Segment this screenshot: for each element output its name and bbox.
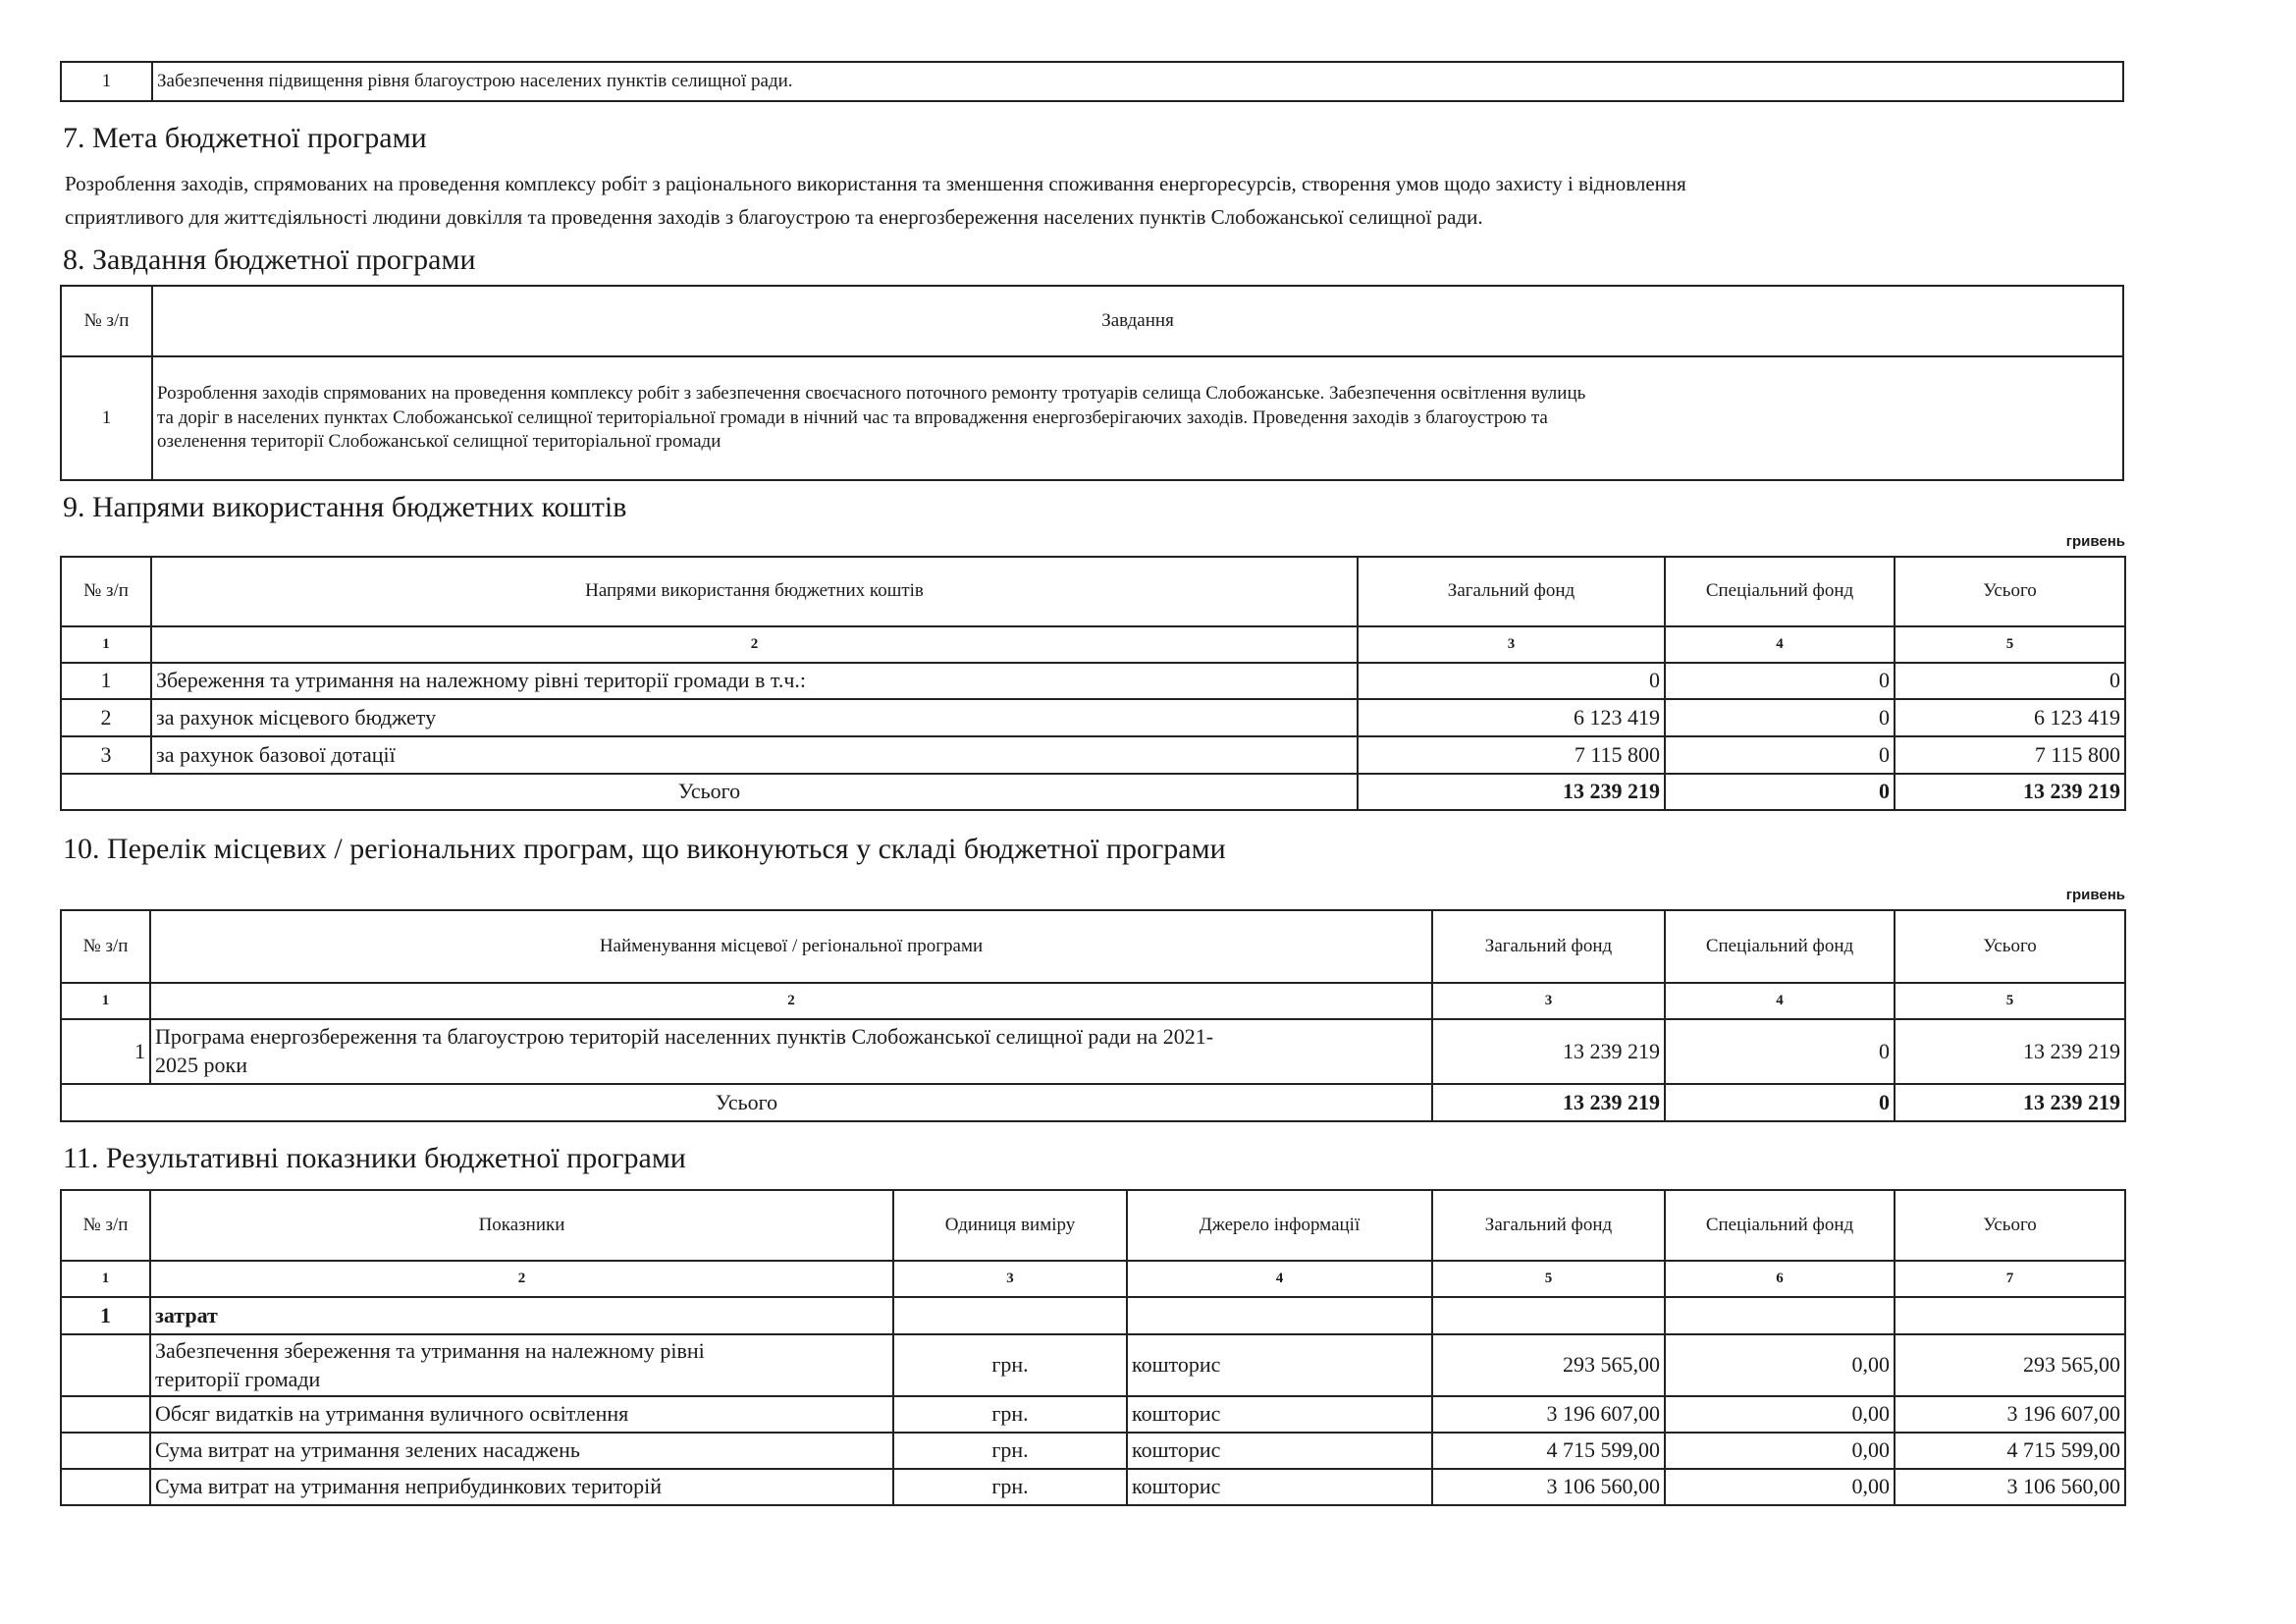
row-number: 2 (61, 699, 151, 736)
general-fund-value: 3 106 560,00 (1432, 1469, 1665, 1505)
task-line-1: Розроблення заходів спрямованих на проведення комплексу робіт з забезпечення своєчасного поточного ремонту тротуарів селища Слобожанське. Забезпечення освітлення вулиць (157, 382, 1586, 404)
col-header-indicators: Показники (150, 1190, 893, 1261)
tasks-table (60, 285, 2124, 481)
indicator-line-2: території громади (155, 1366, 321, 1391)
col-header-direction: Напрями використання бюджетних коштів (151, 557, 1358, 626)
col-number: 1 (61, 1261, 150, 1297)
source-value: кошторис (1127, 1396, 1432, 1433)
task-summary-table (60, 61, 2124, 102)
row-number: 1 (61, 663, 151, 699)
col-number: 5 (1895, 983, 2125, 1019)
group-label: затрат (150, 1297, 893, 1334)
col-header-special-fund: Спеціальний фонд (1665, 910, 1895, 983)
unit-value: грн. (893, 1396, 1127, 1433)
task-text: Забезпечення підвищення рівня благоустрою населених пунктів селищної ради. (152, 62, 2123, 101)
special-fund-value: 0 (1665, 1019, 1895, 1084)
general-fund-value: 0 (1358, 663, 1665, 699)
total-value: 13 239 219 (1895, 1019, 2125, 1084)
col-number: 2 (150, 983, 1432, 1019)
indicator-name: Сума витрат на утримання неприбудинкових територій (150, 1469, 893, 1505)
indicator-line-1: Забезпечення збереження та утримання на належному рівні (155, 1337, 705, 1363)
special-fund-value: 0 (1665, 699, 1895, 736)
total-value: 0 (1895, 663, 2125, 699)
total-value: 3 196 607,00 (1895, 1396, 2125, 1433)
total-label: Усього (61, 774, 1358, 810)
section-9-title: 9. Напрями використання бюджетних коштів (63, 491, 627, 523)
general-fund-value: 7 115 800 (1358, 736, 1665, 774)
group-row (61, 1297, 2125, 1334)
direction-name: за рахунок місцевого бюджету (151, 699, 1358, 736)
section-10-title: 10. Перелік місцевих / регіональних програм, що виконуються у складі бюджетної програми (63, 833, 1226, 865)
table-row (61, 736, 2125, 774)
col-header-program: Найменування місцевої / регіональної програми (150, 910, 1432, 983)
table-row (61, 1334, 2125, 1396)
general-fund-total: 13 239 219 (1432, 1084, 1665, 1121)
table-row (61, 1396, 2125, 1433)
source-value: кошторис (1127, 1433, 1432, 1469)
col-header-num: № з/п (61, 557, 151, 626)
direction-name: за рахунок базової дотації (151, 736, 1358, 774)
section-11-title: 11. Результативні показники бюджетної програми (63, 1142, 686, 1174)
general-fund-value: 6 123 419 (1358, 699, 1665, 736)
table-row (61, 663, 2125, 699)
col-header-num: № з/п (61, 286, 152, 356)
group-number: 1 (61, 1297, 150, 1334)
section-7-title: 7. Мета бюджетної програми (63, 122, 427, 154)
total-value: 4 715 599,00 (1895, 1433, 2125, 1469)
total-label: Усього (61, 1084, 1432, 1121)
col-number: 3 (1432, 983, 1665, 1019)
row-number: 3 (61, 736, 151, 774)
general-fund-value: 4 715 599,00 (1432, 1433, 1665, 1469)
col-header-task: Завдання (152, 286, 2123, 356)
col-header-num: № з/п (61, 910, 150, 983)
total-value: 6 123 419 (1895, 699, 2125, 736)
col-header-num: № з/п (61, 1190, 150, 1261)
col-number: 2 (150, 1261, 893, 1297)
special-fund-total: 0 (1665, 1084, 1895, 1121)
general-fund-value: 293 565,00 (1432, 1334, 1665, 1396)
indicator-name (150, 1334, 893, 1396)
local-programs-table (60, 909, 2126, 1122)
performance-indicators-table (60, 1189, 2126, 1506)
currency-unit: гривень (2065, 887, 2125, 903)
grand-total: 13 239 219 (1895, 774, 2125, 810)
total-row (61, 774, 2125, 810)
table-row (61, 1433, 2125, 1469)
special-fund-total: 0 (1665, 774, 1895, 810)
special-fund-value: 0 (1665, 663, 1895, 699)
row-number: 1 (61, 1019, 150, 1084)
table-row (61, 1019, 2125, 1084)
total-value: 293 565,00 (1895, 1334, 2125, 1396)
col-header-general-fund: Загальний фонд (1358, 557, 1665, 626)
col-number: 3 (893, 1261, 1127, 1297)
source-value: кошторис (1127, 1334, 1432, 1396)
special-fund-value: 0,00 (1665, 1469, 1895, 1505)
col-number: 2 (151, 626, 1358, 663)
direction-name: Збереження та утримання на належному рівні території громади в т.ч.: (151, 663, 1358, 699)
col-number: 6 (1665, 1261, 1895, 1297)
indicator-name: Сума витрат на утримання зелених насаджень (150, 1433, 893, 1469)
col-number: 4 (1665, 626, 1895, 663)
budget-directions-table (60, 556, 2126, 811)
source-value: кошторис (1127, 1469, 1432, 1505)
task-line-2: та доріг в населених пунктах Слобожанської селищної територіальної громади в нічний час та впровадження енергозберігаючих заходів. Проведення заходів з благоустрою та (157, 406, 1548, 428)
col-number: 7 (1895, 1261, 2125, 1297)
special-fund-value: 0,00 (1665, 1396, 1895, 1433)
task-cell (152, 356, 2123, 480)
col-number: 1 (61, 626, 151, 663)
col-number: 1 (61, 983, 150, 1019)
section-7-line-1: Розроблення заходів, спрямованих на проведення комплексу робіт з раціонального використання та зменшення споживання енергоресурсів, створення умов щодо захисту і відновлення (65, 172, 1686, 195)
col-number: 5 (1432, 1261, 1665, 1297)
col-header-unit: Одиниця виміру (893, 1190, 1127, 1261)
col-header-source: Джерело інформації (1127, 1190, 1432, 1261)
col-header-total: Усього (1895, 557, 2125, 626)
program-name (150, 1019, 1432, 1084)
col-number: 4 (1665, 983, 1895, 1019)
total-value: 7 115 800 (1895, 736, 2125, 774)
grand-total: 13 239 219 (1895, 1084, 2125, 1121)
row-number: 1 (61, 356, 152, 480)
general-fund-total: 13 239 219 (1358, 774, 1665, 810)
table-row (61, 1469, 2125, 1505)
unit-value: грн. (893, 1433, 1127, 1469)
program-line-2: 2025 роки (155, 1053, 247, 1077)
col-header-total: Усього (1895, 1190, 2125, 1261)
col-header-special-fund: Спеціальний фонд (1665, 1190, 1895, 1261)
col-number: 5 (1895, 626, 2125, 663)
col-number: 4 (1127, 1261, 1432, 1297)
task-line-3: озеленення території Слобожанської селищної територіальної громади (157, 431, 721, 453)
total-row (61, 1084, 2125, 1121)
indicator-name: Обсяг видатків на утримання вуличного освітлення (150, 1396, 893, 1433)
unit-value: грн. (893, 1469, 1127, 1505)
total-value: 3 106 560,00 (1895, 1469, 2125, 1505)
col-header-special-fund: Спеціальний фонд (1665, 557, 1895, 626)
table-row (61, 699, 2125, 736)
row-number: 1 (61, 62, 152, 101)
col-header-general-fund: Загальний фонд (1432, 910, 1665, 983)
col-number: 3 (1358, 626, 1665, 663)
special-fund-value: 0 (1665, 736, 1895, 774)
section-8-title: 8. Завдання бюджетної програми (63, 244, 476, 276)
unit-value: грн. (893, 1334, 1127, 1396)
section-7-line-2: сприятливого для життєдіяльності людини довкілля та проведення заходів з благоустрою та енергозбереження населених пунктів Слобожанської селищної ради. (65, 205, 1483, 229)
col-header-general-fund: Загальний фонд (1432, 1190, 1665, 1261)
general-fund-value: 3 196 607,00 (1432, 1396, 1665, 1433)
general-fund-value: 13 239 219 (1432, 1019, 1665, 1084)
program-line-1: Програма енергозбереження та благоустрою територій населенних пунктів Слобожанської селищної ради на 2021- (155, 1024, 1214, 1050)
col-header-total: Усього (1895, 910, 2125, 983)
currency-unit: гривень (2065, 533, 2125, 550)
special-fund-value: 0,00 (1665, 1433, 1895, 1469)
section-7-text (65, 167, 2087, 234)
special-fund-value: 0,00 (1665, 1334, 1895, 1396)
